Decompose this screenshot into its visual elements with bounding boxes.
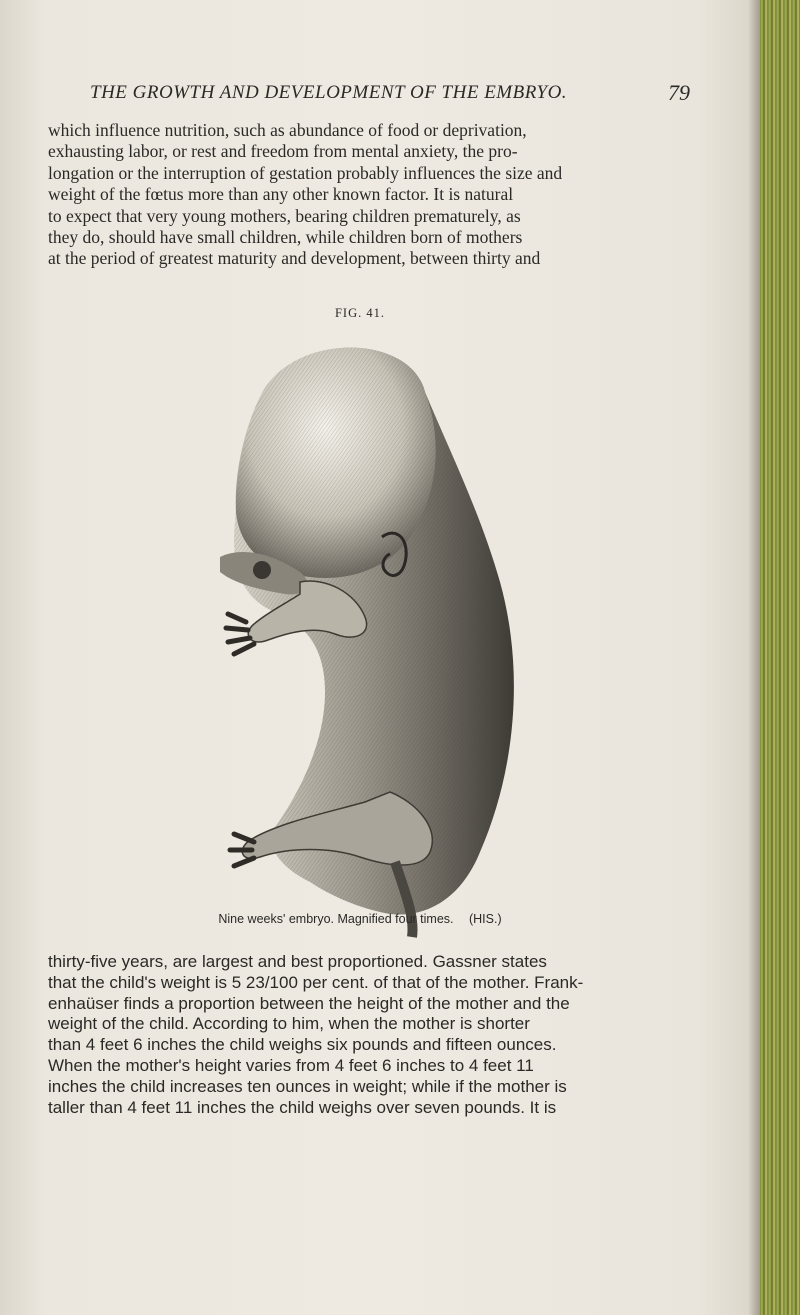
- text-line: exhausting labor, or rest and freedom from mental anxiety, the pro-: [48, 141, 518, 162]
- text-line: longation or the interruption of gestation probably influences the size and: [48, 162, 563, 183]
- text-line: When the mother's height varies from 4 feet 6 inches to 4 feet 11: [48, 1055, 534, 1075]
- embryo-illustration: [150, 322, 570, 942]
- page-gutter-shadow: [748, 0, 760, 1315]
- text-line: that the child's weight is 5 23/100 per cent. of that of the mother. Frank-: [48, 972, 584, 992]
- figure-caption: [0, 912, 720, 926]
- text-line: enhaüser finds a proportion between the height of the mother and the: [48, 993, 570, 1013]
- text-line: at the period of greatest maturity and development, between thirty and: [48, 248, 541, 269]
- text-line: which influence nutrition, such as abundance of food or deprivation,: [48, 120, 527, 140]
- text-line: weight of the fœtus more than any other known factor. It is natural: [48, 184, 514, 205]
- text-line: weight of the child. According to him, when the mother is shorter: [48, 1014, 530, 1034]
- embryo-eye: [253, 561, 271, 579]
- text-line: thirty-five years, are largest and best proportioned. Gassner states: [48, 952, 547, 971]
- book-binding: [760, 0, 800, 1315]
- running-head: THE GROWTH AND DEVELOPMENT OF THE EMBRYO.: [90, 82, 568, 103]
- caption-text: Nine weeks' embryo. Magnified four times.: [218, 912, 454, 926]
- embryo-foot: [230, 834, 254, 866]
- page-header: [90, 82, 690, 112]
- text-line: inches the child increases ten ounces in weight; while if the mother is: [48, 1076, 567, 1096]
- figure-label: FIG. 41.: [334, 306, 386, 320]
- text-line: taller than 4 feet 11 inches the child weighs over seven pounds. It is: [48, 1097, 557, 1117]
- page-number: 79: [668, 80, 690, 105]
- text-line: to expect that very young mothers, bearing children prematurely, as: [48, 205, 521, 226]
- text-line: than 4 feet 6 inches the child weighs six pounds and fifteen ounces.: [48, 1035, 557, 1055]
- caption-credit: (HIS.): [468, 912, 502, 926]
- text-line: they do, should have small children, while children born of mothers: [48, 227, 523, 248]
- paragraph-top: [48, 120, 668, 270]
- paragraph-bottom: [48, 952, 668, 1118]
